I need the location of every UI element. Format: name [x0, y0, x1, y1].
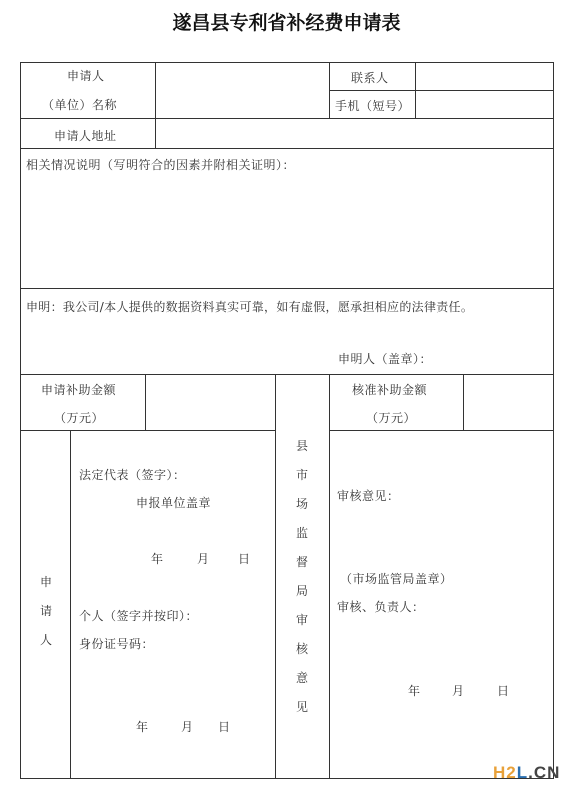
divider-col-approve-amount	[463, 374, 464, 431]
bureau-vertical-char: 县	[295, 439, 308, 453]
id-number-label: 身份证号码：	[79, 637, 155, 651]
date-day: 日	[497, 684, 510, 698]
divider-address	[20, 148, 554, 149]
divider-col-apply-amount	[145, 374, 146, 431]
declaration-text: 申明：我公司/本人提供的数据资料真实可靠，如有虚假，愿承担相应的法律责任。	[26, 300, 474, 314]
applicant-unit-label: （单位）名称	[42, 98, 118, 112]
date-month: 月	[181, 720, 194, 734]
date-month: 月	[197, 552, 210, 566]
divider-col-bureau-right	[329, 374, 330, 779]
date-day: 日	[238, 552, 251, 566]
review-opinion-label: 审核意见：	[337, 489, 400, 503]
bureau-vertical-char: 核	[295, 642, 308, 656]
phone-label: 手机（短号）	[335, 99, 411, 113]
bureau-vertical-char: 场	[295, 497, 308, 511]
apply-amount-unit: （万元）	[54, 411, 105, 425]
form-title: 遂昌县专利省补经费申请表	[172, 12, 401, 34]
border-bottom	[20, 778, 554, 779]
watermark-part: .CN	[528, 763, 561, 782]
unit-seal-label: 申报单位盖章	[136, 496, 212, 510]
applicant-vertical-char: 申	[39, 575, 52, 589]
approve-amount-unit: （万元）	[366, 411, 417, 425]
bureau-vertical-char: 局	[295, 584, 308, 598]
divider-col-applicant-label	[70, 430, 71, 779]
divider-row1	[20, 118, 554, 119]
situation-label: 相关情况说明（写明符合的因素并附相关证明）：	[26, 158, 296, 172]
divider-phone	[329, 90, 554, 91]
divider-col-contact-value	[415, 62, 416, 119]
legal-rep-label: 法定代表（签字）：	[79, 468, 186, 482]
bureau-vertical-char: 见	[295, 700, 308, 714]
date-year: 年	[136, 720, 149, 734]
border-left	[20, 62, 21, 779]
bureau-vertical-char: 审	[295, 613, 308, 627]
applicant-vertical-char: 人	[39, 633, 52, 647]
watermark-part: L	[516, 763, 529, 782]
bureau-vertical-char: 市	[295, 468, 308, 482]
approve-amount-label: 核准补助金额	[352, 383, 428, 397]
bureau-vertical-char: 督	[295, 555, 308, 569]
address-label: 申请人地址	[54, 129, 117, 143]
declaration-sign: 申明人（盖章）：	[338, 352, 433, 366]
divider-col-contact	[329, 62, 330, 119]
divider-col-bureau-left	[275, 374, 276, 779]
border-right	[553, 62, 554, 779]
watermark-logo	[493, 763, 560, 783]
date-day: 日	[218, 720, 231, 734]
reviewer-label: 审核、负责人：	[337, 600, 425, 614]
apply-amount-label: 申请补助金额	[41, 383, 117, 397]
border-top	[20, 62, 554, 63]
watermark-part: H2	[493, 763, 517, 782]
divider-declaration	[20, 374, 554, 375]
divider-col-applicant	[155, 62, 156, 149]
bureau-seal-label: （市场监管局盖章）	[340, 572, 453, 586]
applicant-vertical-char: 请	[39, 604, 52, 618]
contact-label: 联系人	[351, 71, 389, 85]
date-year: 年	[151, 552, 164, 566]
applicant-name-label: 申请人	[67, 69, 105, 83]
bureau-vertical-char: 意	[295, 671, 308, 685]
individual-label: 个人（签字并按印）：	[79, 609, 199, 623]
bureau-vertical-char: 监	[295, 526, 308, 540]
date-year: 年	[408, 684, 421, 698]
divider-amount-left	[20, 430, 276, 431]
divider-amount-right	[329, 430, 554, 431]
date-month: 月	[452, 684, 465, 698]
divider-situation	[20, 288, 554, 289]
